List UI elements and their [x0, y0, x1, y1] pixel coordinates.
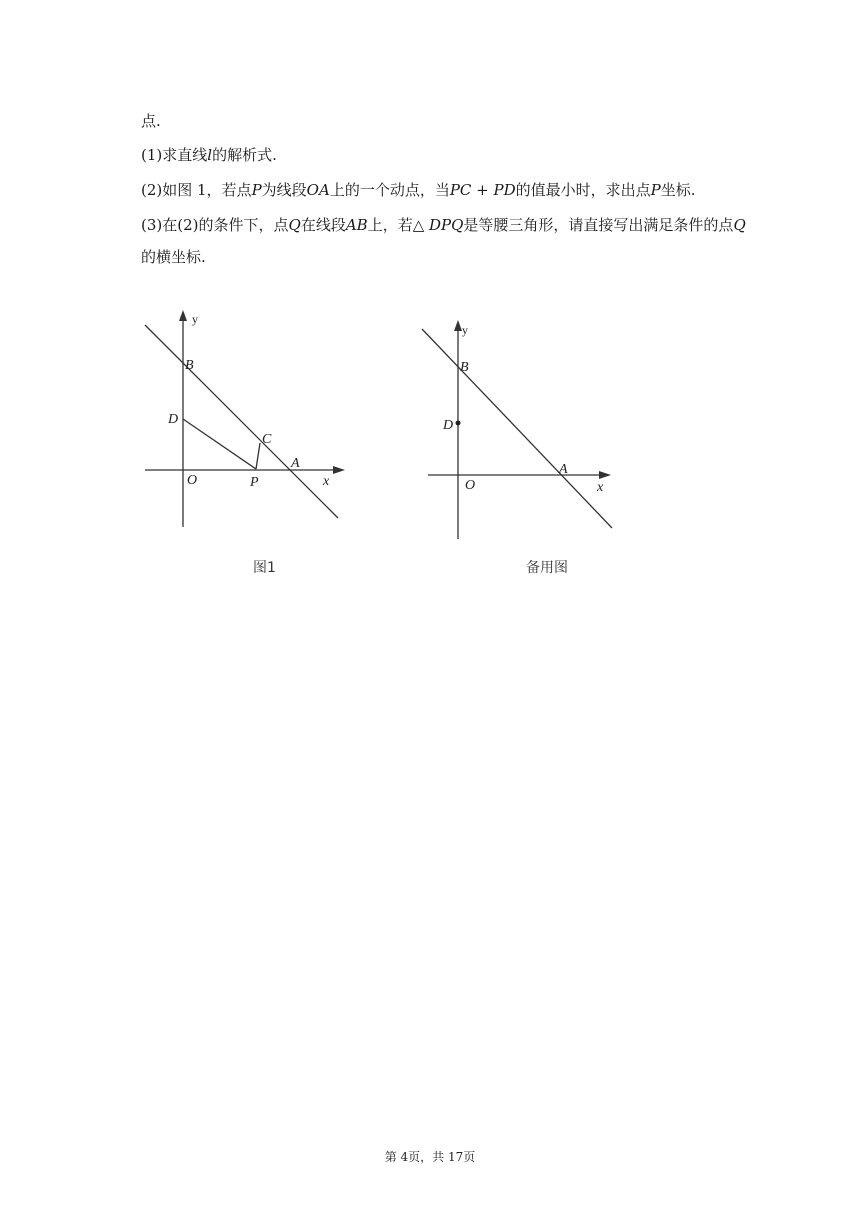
label-b: B: [185, 358, 194, 373]
figure-1-caption: 图1: [253, 560, 276, 576]
text-line-2: [141, 145, 277, 165]
text-run: 坐标.: [660, 181, 696, 199]
text-run: (3)在(2)的条件下，点: [141, 216, 289, 234]
figure-2-caption: 备用图: [526, 560, 568, 576]
label-b: B: [460, 360, 469, 375]
page-footer: 第 4页，共 17页: [384, 1150, 476, 1164]
label-a: A: [291, 456, 300, 471]
label-o: O: [465, 478, 476, 493]
segment-pc: [256, 443, 260, 469]
x-axis-arrow: [599, 471, 611, 479]
label-o: O: [187, 473, 198, 488]
text-run: 在线段: [300, 216, 346, 234]
math-expression: P: [251, 181, 262, 199]
label-y: y: [462, 323, 468, 337]
y-axis-arrow: [454, 320, 462, 331]
text-run: (2)如图 1，若点: [141, 181, 252, 199]
y-axis-arrow: [179, 310, 187, 321]
figure-2: [420, 315, 630, 549]
text-run: 的横坐标.: [141, 248, 206, 266]
label-d: D: [168, 412, 179, 427]
math-expression: OA: [306, 181, 330, 199]
figure-2-diagram: [420, 315, 630, 545]
math-expression: Q: [733, 216, 746, 234]
text-line-1: [141, 111, 161, 131]
math-expression: P: [650, 181, 661, 199]
segment-dp: [183, 419, 256, 469]
math-expression: Q: [288, 216, 301, 234]
math-expression: DPQ: [429, 216, 464, 234]
text-run: 上，若△: [367, 216, 429, 234]
figure-1: [140, 305, 350, 539]
text-line-5: [141, 247, 206, 267]
text-line-3: [141, 180, 696, 200]
math-expression: l: [207, 146, 213, 164]
text-run: 上的一个动点，当: [329, 181, 450, 199]
text-run: 为线段: [261, 181, 307, 199]
label-p: P: [250, 475, 259, 490]
text-run: 的值最小时，求出点: [515, 181, 651, 199]
figure-1-diagram: [140, 305, 350, 535]
text-run: (1)求直线: [141, 146, 208, 164]
label-x: x: [597, 480, 604, 495]
x-axis-arrow: [333, 466, 345, 474]
label-x: x: [323, 474, 330, 489]
text-line-4: [141, 215, 746, 235]
label-a: A: [559, 462, 568, 477]
label-c: C: [262, 432, 272, 447]
point-d: [456, 421, 461, 426]
text-run: 的解析式.: [212, 146, 277, 164]
label-d: D: [443, 418, 454, 433]
math-expression: AB: [345, 216, 368, 234]
text-run: 是等腰三角形，请直接写出满足条件的点: [463, 216, 734, 234]
text-run: 点.: [141, 112, 161, 130]
label-y: y: [192, 312, 198, 326]
math-expression: PC + PD: [449, 181, 516, 199]
